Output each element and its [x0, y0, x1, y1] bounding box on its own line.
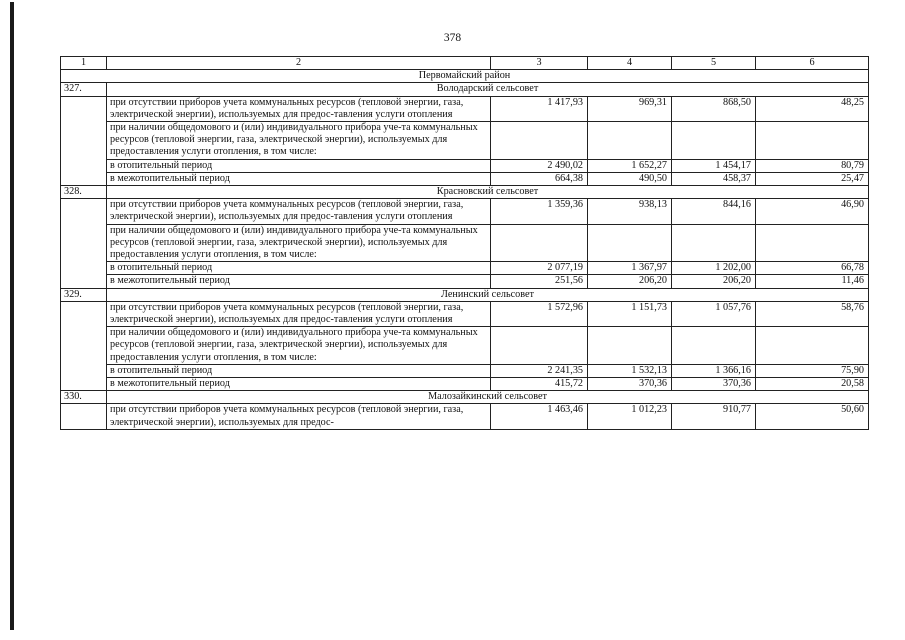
table-row [61, 404, 869, 429]
value-cell [756, 122, 869, 160]
row-label: в отопительный период [107, 364, 491, 377]
value-cell: 1 463,46 [491, 404, 588, 429]
value-cell [756, 224, 869, 262]
section-header-row [61, 83, 869, 96]
value-cell: 2 241,35 [491, 364, 588, 377]
section-name: Малозайкинский сельсовет [107, 391, 869, 404]
section-number: 328. [61, 186, 107, 199]
table-row [61, 122, 869, 160]
value-cell: 1 012,23 [588, 404, 672, 429]
value-cell: 370,36 [672, 378, 756, 391]
table-row [61, 199, 869, 224]
value-cell: 20,58 [756, 378, 869, 391]
value-cell: 58,76 [756, 301, 869, 326]
row-label: в межотопительный период [107, 378, 491, 391]
row-label: при наличии общедомового и (или) индивидуального прибора уче-та коммунальных ресурсов (тепловой энергии, газа, электрической энергии), используемых для предоставления услуги отопления, в том числе: [107, 122, 491, 160]
value-cell [491, 122, 588, 160]
value-cell: 75,90 [756, 364, 869, 377]
value-cell: 910,77 [672, 404, 756, 429]
value-cell: 1 057,76 [672, 301, 756, 326]
district-row [61, 70, 869, 83]
value-cell: 458,37 [672, 172, 756, 185]
value-cell: 206,20 [672, 275, 756, 288]
row-label: при наличии общедомового и (или) индивидуального прибора уче-та коммунальных ресурсов (тепловой энергии, газа, электрической энергии), используемых для предоставления услуги отопления, в том числе: [107, 327, 491, 365]
row-label: при наличии общедомового и (или) индивидуального прибора уче-та коммунальных ресурсов (тепловой энергии, газа, электрической энергии), используемых для предоставления услуги отопления, в том числе: [107, 224, 491, 262]
tariff-table [60, 56, 869, 430]
value-cell [672, 327, 756, 365]
value-cell [588, 327, 672, 365]
value-cell: 1 359,36 [491, 199, 588, 224]
value-cell: 1 532,13 [588, 364, 672, 377]
section-header-row [61, 288, 869, 301]
value-cell: 2 077,19 [491, 262, 588, 275]
value-cell: 25,47 [756, 172, 869, 185]
number-cell [61, 301, 107, 390]
column-header: 1 [61, 57, 107, 70]
value-cell [491, 224, 588, 262]
section-name: Володарский сельсовет [107, 83, 869, 96]
value-cell [672, 122, 756, 160]
value-cell: 2 490,02 [491, 159, 588, 172]
value-cell: 1 572,96 [491, 301, 588, 326]
value-cell [491, 327, 588, 365]
value-cell: 1 417,93 [491, 96, 588, 121]
value-cell: 415,72 [491, 378, 588, 391]
value-cell: 48,25 [756, 96, 869, 121]
table-row [61, 364, 869, 377]
value-cell: 46,90 [756, 199, 869, 224]
table-row [61, 224, 869, 262]
value-cell: 11,46 [756, 275, 869, 288]
row-label: при отсутствии приборов учета коммунальных ресурсов (тепловой энергии, газа, электрической энергии), используемых для предос- [107, 404, 491, 429]
value-cell: 868,50 [672, 96, 756, 121]
number-cell [61, 404, 107, 429]
page-number: 378 [443, 32, 462, 44]
district-title: Первомайский район [61, 70, 869, 83]
value-cell [756, 327, 869, 365]
value-cell: 490,50 [588, 172, 672, 185]
section-header-row [61, 186, 869, 199]
row-label: при отсутствии приборов учета коммунальных ресурсов (тепловой энергии, газа, электрической энергии), используемых для предос-тавления услуги отопления [107, 199, 491, 224]
value-cell: 1 454,17 [672, 159, 756, 172]
table-row [61, 96, 869, 121]
value-cell: 80,79 [756, 159, 869, 172]
row-label: в межотопительный период [107, 275, 491, 288]
row-label: при отсутствии приборов учета коммунальных ресурсов (тепловой энергии, газа, электрической энергии), используемых для предос-тавления услуги отопления [107, 301, 491, 326]
value-cell: 664,38 [491, 172, 588, 185]
number-cell [61, 96, 107, 185]
column-header: 2 [107, 57, 491, 70]
row-label: при отсутствии приборов учета коммунальных ресурсов (тепловой энергии, газа, электрической энергии), используемых для предос-тавления услуги отопления [107, 96, 491, 121]
value-cell: 1 652,27 [588, 159, 672, 172]
value-cell: 251,56 [491, 275, 588, 288]
value-cell: 206,20 [588, 275, 672, 288]
row-label: в межотопительный период [107, 172, 491, 185]
table-row [61, 301, 869, 326]
row-label: в отопительный период [107, 262, 491, 275]
column-header: 5 [672, 57, 756, 70]
value-cell [672, 224, 756, 262]
table-row [61, 378, 869, 391]
column-header: 6 [756, 57, 869, 70]
column-number-row [61, 57, 869, 70]
row-label: в отопительный период [107, 159, 491, 172]
value-cell [588, 224, 672, 262]
section-number: 327. [61, 83, 107, 96]
value-cell [588, 122, 672, 160]
section-name: Красновский сельсовет [107, 186, 869, 199]
table-row [61, 275, 869, 288]
value-cell: 1 151,73 [588, 301, 672, 326]
value-cell: 370,36 [588, 378, 672, 391]
value-cell: 969,31 [588, 96, 672, 121]
column-header: 3 [491, 57, 588, 70]
section-number: 330. [61, 391, 107, 404]
section-name: Ленинский сельсовет [107, 288, 869, 301]
table-row [61, 327, 869, 365]
table-row [61, 172, 869, 185]
number-cell [61, 199, 107, 288]
value-cell: 1 366,16 [672, 364, 756, 377]
section-header-row [61, 391, 869, 404]
value-cell: 938,13 [588, 199, 672, 224]
value-cell: 66,78 [756, 262, 869, 275]
value-cell: 50,60 [756, 404, 869, 429]
value-cell: 1 367,97 [588, 262, 672, 275]
section-number: 329. [61, 288, 107, 301]
scan-edge-bar [10, 2, 14, 630]
value-cell: 1 202,00 [672, 262, 756, 275]
table-row [61, 262, 869, 275]
value-cell: 844,16 [672, 199, 756, 224]
table-row [61, 159, 869, 172]
column-header: 4 [588, 57, 672, 70]
